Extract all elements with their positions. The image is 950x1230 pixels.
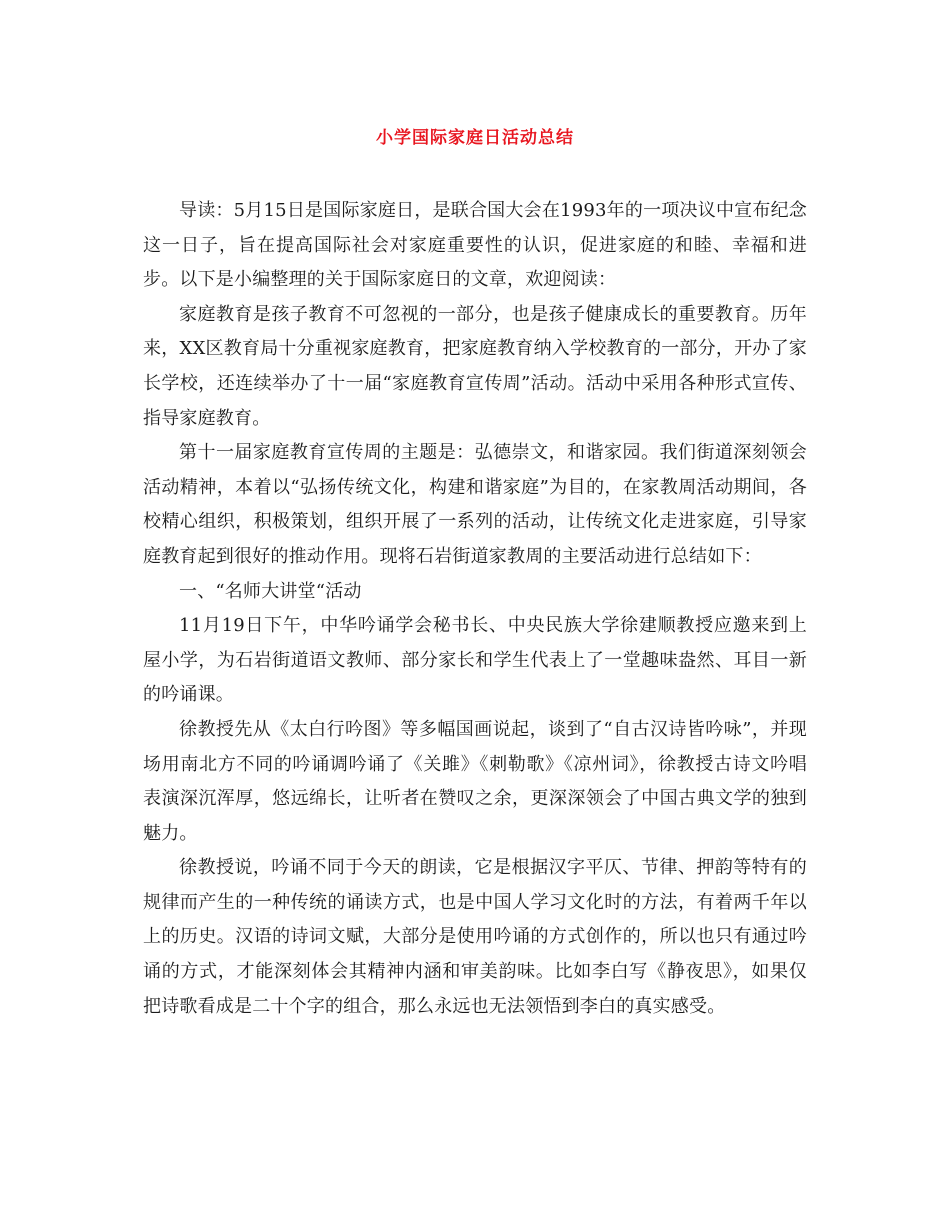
- paragraph-lecture-event: 11月19日下午，中华吟诵学会秘书长、中央民族大学徐建顺教授应邀来到上屋小学，为石岩街道语文教师、部分家长和学生代表上了一堂趣味盎然、耳目一新的吟诵课。: [143, 615, 807, 706]
- paragraph-professor-performance: 徐教授先从《太白行吟图》等多幅国画说起，谈到了“自古汉诗皆吟咏”，并现场用南北方不同的吟诵调吟诵了《关雎》《刺勒歌》《凉州词》，徐教授古诗文吟唱表演深沉浑厚，悠远绵长，让听者在赞叹之余，更深深领会了中国古典文学的独到魅力。: [143, 718, 807, 844]
- paragraph-family-education: 家庭教育是孩子教育不可忽视的一部分，也是孩子健康成长的重要教育。历年来，XX区教育局十分重视家庭教育，把家庭教育纳入学校教育的一部分，开办了家长学校，还连续举办了十一届“家庭教育宣传周”活动。活动中采用各种形式宣传、指导家庭教育。: [143, 303, 807, 429]
- document-body: [143, 194, 807, 1024]
- paragraph-chanting-explanation: 徐教授说，吟诵不同于今天的朗读，它是根据汉字平仄、节律、押韵等特有的规律而产生的一种传统的诵读方式，也是中国人学习文化时的方法，有着两千年以上的历史。汉语的诗词文赋，大部分是使用吟诵的方式创作的，所以也只有通过吟诵的方式，才能深刻体会其精神内涵和审美韵味。比如李白写《静夜思》，如果仅把诗歌看成是二十个字的组合，那么永远也无法领悟到李白的真实感受。: [143, 857, 807, 1017]
- section-heading-master-lecture: 一、“名师大讲堂“活动: [179, 580, 362, 602]
- paragraph-eleventh-week-theme: 第十一届家庭教育宣传周的主题是：弘德崇文，和谐家园。我们街道深刻领会活动精神，本着以“弘扬传统文化，构建和谐家庭”为目的，在家教周活动期间，各校精心组织，积极策划，组织开展了一系列的活动，让传统文化走进家庭，引导家庭教育起到很好的推动作用。现将石岩街道家教周的主要活动进行总结如下：: [143, 442, 807, 567]
- document-title: 小学国际家庭日活动总结: [376, 128, 574, 148]
- paragraph-intro: 导读：5月15日是国际家庭日，是联合国大会在1993年的一项决议中宣布纪念这一日子，旨在提高国际社会对家庭重要性的认识，促进家庭的和睦、幸福和进步。以下是小编整理的关于国际家庭日的文章，欢迎阅读：: [143, 200, 807, 291]
